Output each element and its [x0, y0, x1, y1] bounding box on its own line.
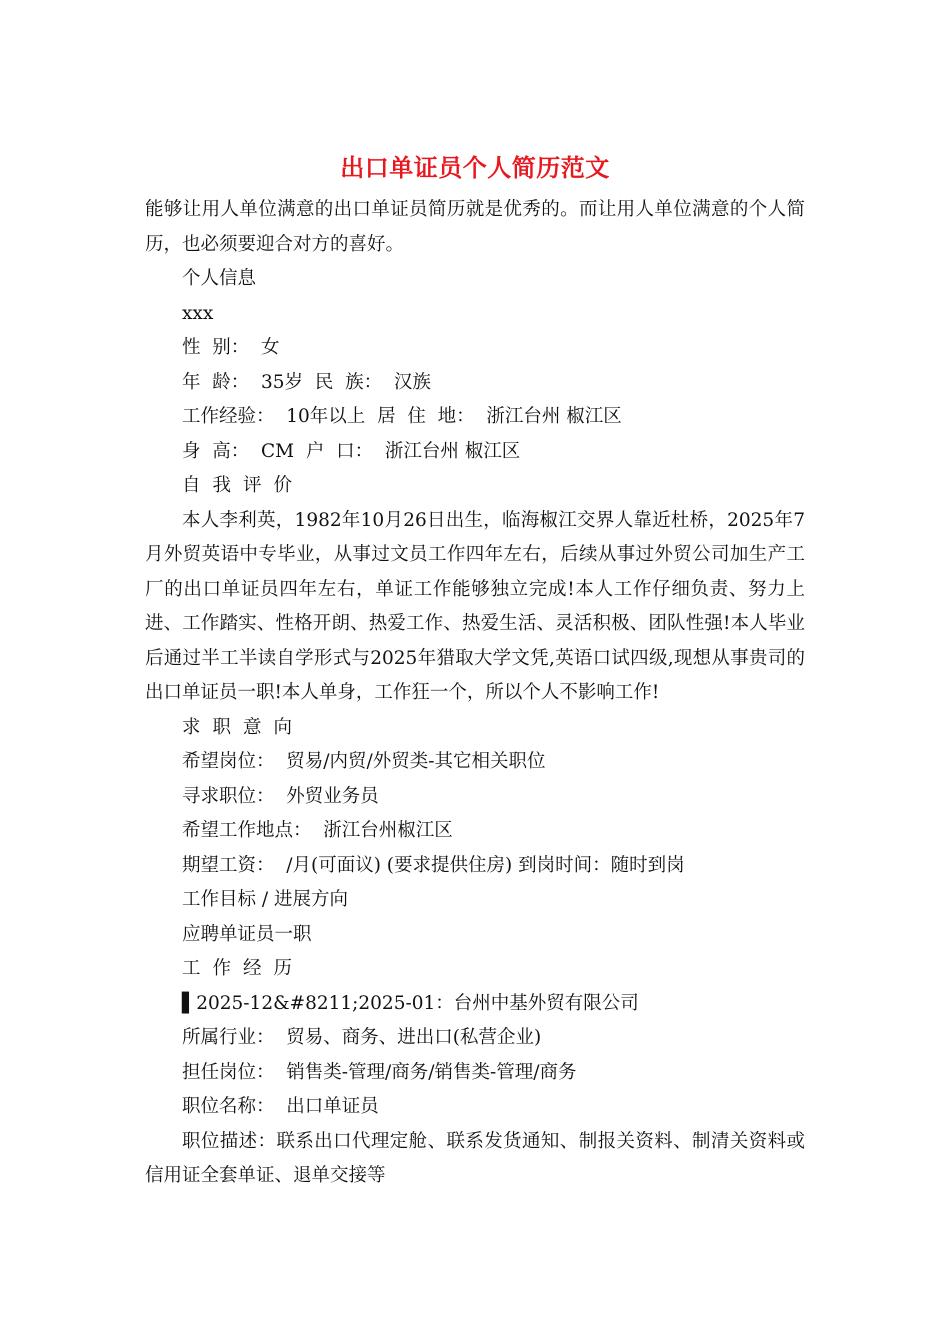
- job-intention-heading: 求职意向: [182, 716, 305, 738]
- desired-location-line: 希望工作地点： 浙江台州椒江区: [182, 820, 453, 841]
- goal-line: 应聘单证员一职: [182, 923, 312, 945]
- industry-line: 所属行业： 贸易、商务、进出口(私营企业): [182, 1027, 542, 1048]
- expected-salary-line: 期望工资： /月(可面议) (要求提供住房) 到岗时间：随时到岗: [182, 854, 685, 876]
- document-body: [145, 193, 805, 1194]
- height-hukou-line: 身 高： CM 户 口： 浙江台州 椒江区: [182, 440, 521, 462]
- self-evaluation-paragraph: 本人李利英，1982年10月26日出生，临海椒江交界人靠近杜桥，2025年7月外贸英语中专毕业，从事过文员工作四年左右，后续从事过外贸公司加生产工厂的出口单证员四年左右，单证工作能够独立完成!本人工作仔细负责、努力上进、工作踏实、性格开朗、热爱工作、热爱生活、灵活积极、团队性强!本人毕业后通过半工半读自学形式与2025年猎取大学文凭,英语口试四级,现想从事贵司的出口单证员一职!本人单身，工作狂一个，所以个人不影响工作!: [145, 509, 806, 703]
- intro-paragraph: 能够让用人单位满意的出口单证员简历就是优秀的。而让用人单位满意的个人简历，也必须要迎合对方的喜好。: [145, 199, 805, 255]
- goal-heading-line: 工作目标 / 进展方向: [182, 889, 348, 910]
- seeking-position-line: 寻求职位： 外贸业务员: [182, 785, 379, 807]
- document-title: 出口单证员个人简历范文: [340, 153, 610, 182]
- self-evaluation-heading: 自我评价: [182, 475, 305, 496]
- work-experience-heading: 工作经历: [182, 958, 305, 979]
- work-period-line: ▌2025-12&#8211;2025-01：台州中基外贸有限公司: [182, 992, 639, 1014]
- age-ethnicity-line: 年 龄： 35岁 民 族： 汉族: [182, 371, 431, 393]
- personal-info-heading: 个人信息: [182, 268, 257, 289]
- desired-position-line: 希望岗位： 贸易/内贸/外贸类-其它相关职位: [182, 751, 546, 772]
- position-name-line: 职位名称： 出口单证员: [182, 1096, 379, 1117]
- role-line: 担任岗位： 销售类-管理/商务/销售类-管理/商务: [182, 1061, 577, 1083]
- gender-line: 性 别： 女: [182, 337, 280, 358]
- experience-residence-line: 工作经验： 10年以上 居 住 地： 浙江台州 椒江区: [182, 406, 622, 427]
- name-line: xxx: [182, 302, 214, 324]
- position-description-paragraph: 职位描述：联系出口代理定舱、联系发货通知、制报关资料、制清关资料或信用证全套单证、退单交接等: [145, 1130, 805, 1186]
